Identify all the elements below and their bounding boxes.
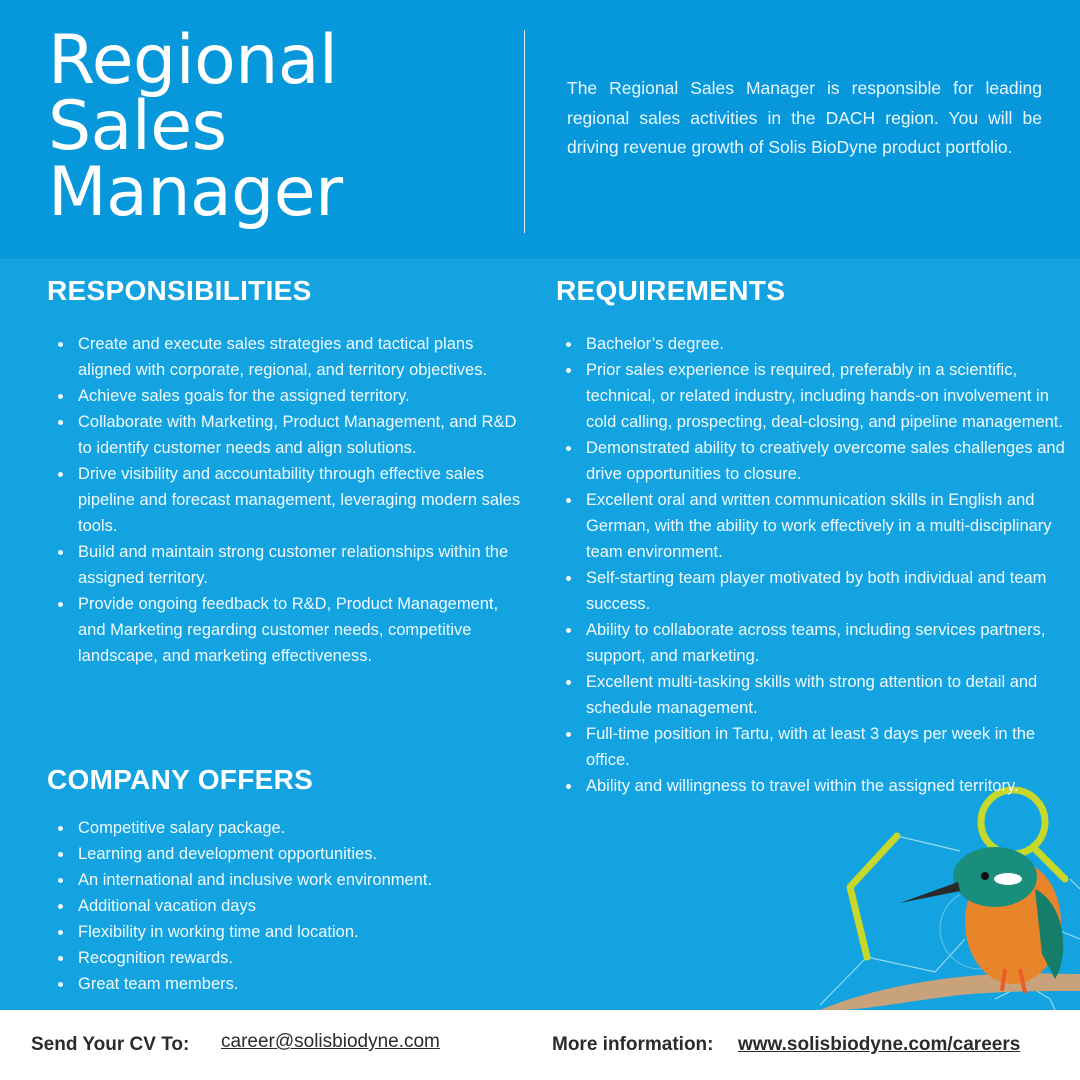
list-item: Excellent multi-tasking skills with strong attention to detail and schedule management.: [556, 669, 1066, 721]
list-item: Full-time position in Tartu, with at least 3 days per week in the office.: [556, 721, 1066, 773]
list-item: Create and execute sales strategies and tactical plans aligned with corporate, regional, and territory objectives.: [48, 331, 528, 383]
list-item: Flexibility in working time and location.: [48, 919, 528, 945]
list-item: An international and inclusive work environment.: [48, 867, 528, 893]
list-item: Excellent oral and written communication skills in English and German, with the ability to work effectively in a multi-disciplinary team environment.: [556, 487, 1066, 565]
list-item: Achieve sales goals for the assigned territory.: [48, 383, 528, 409]
company-offers-heading: COMPANY OFFERS: [47, 764, 314, 795]
list-item: Drive visibility and accountability through effective sales pipeline and forecast management, leveraging modern sales tools.: [48, 461, 528, 539]
job-title-line: Sales: [48, 87, 227, 166]
more-info-label: More information:: [552, 1034, 714, 1055]
list-item: Recognition rewards.: [48, 945, 528, 971]
responsibilities-heading: RESPONSIBILITIES: [47, 275, 312, 306]
list-item: Ability to collaborate across teams, including services partners, support, and marketing.: [556, 617, 1066, 669]
requirements-list: [556, 331, 1066, 799]
list-item: Bachelor’s degree.: [556, 331, 1066, 357]
list-item: Great team members.: [48, 971, 528, 997]
list-item: Ability and willingness to travel within the assigned territory.: [556, 773, 1066, 799]
send-cv-label: Send Your CV To:: [31, 1034, 190, 1055]
job-title-line: Manager: [48, 153, 343, 232]
list-item: Collaborate with Marketing, Product Management, and R&D to identify customer needs and align solutions.: [48, 409, 528, 461]
content-area: [0, 259, 1080, 1010]
careers-url-link[interactable]: www.solisbiodyne.com/careers: [738, 1034, 1021, 1055]
job-intro: The Regional Sales Manager is responsible for leading regional sales activities in the DACH region. You will be driving revenue growth of Solis BioDyne product portfolio.: [567, 78, 1042, 157]
kingfisher-decoration-icon: [780, 779, 1080, 1010]
list-item: Prior sales experience is required, preferably in a scientific, technical, or related industry, including hands-on involvement in cold calling, prospecting, deal-closing, and pipeline management.: [556, 357, 1066, 435]
requirements-heading: REQUIREMENTS: [556, 275, 786, 306]
list-item: Self-starting team player motivated by both individual and team success.: [556, 565, 1066, 617]
list-item: Provide ongoing feedback to R&D, Product Management, and Marketing regarding customer needs, competitive landscape, and marketing effectiveness.: [48, 591, 528, 669]
responsibilities-list: [48, 331, 528, 669]
list-item: Demonstrated ability to creatively overcome sales challenges and drive opportunities to closure.: [556, 435, 1066, 487]
footer: [0, 1010, 1080, 1080]
company-offers-list: [48, 815, 528, 997]
list-item: Learning and development opportunities.: [48, 841, 528, 867]
career-email-link[interactable]: career@solisbiodyne.com: [221, 1031, 440, 1052]
list-item: Additional vacation days: [48, 893, 528, 919]
header-divider: [524, 30, 525, 233]
job-title: [48, 21, 343, 232]
list-item: Competitive salary package.: [48, 815, 528, 841]
list-item: Build and maintain strong customer relationships within the assigned territory.: [48, 539, 528, 591]
job-title-line: Regional: [48, 21, 338, 100]
header-band: [0, 0, 1080, 259]
